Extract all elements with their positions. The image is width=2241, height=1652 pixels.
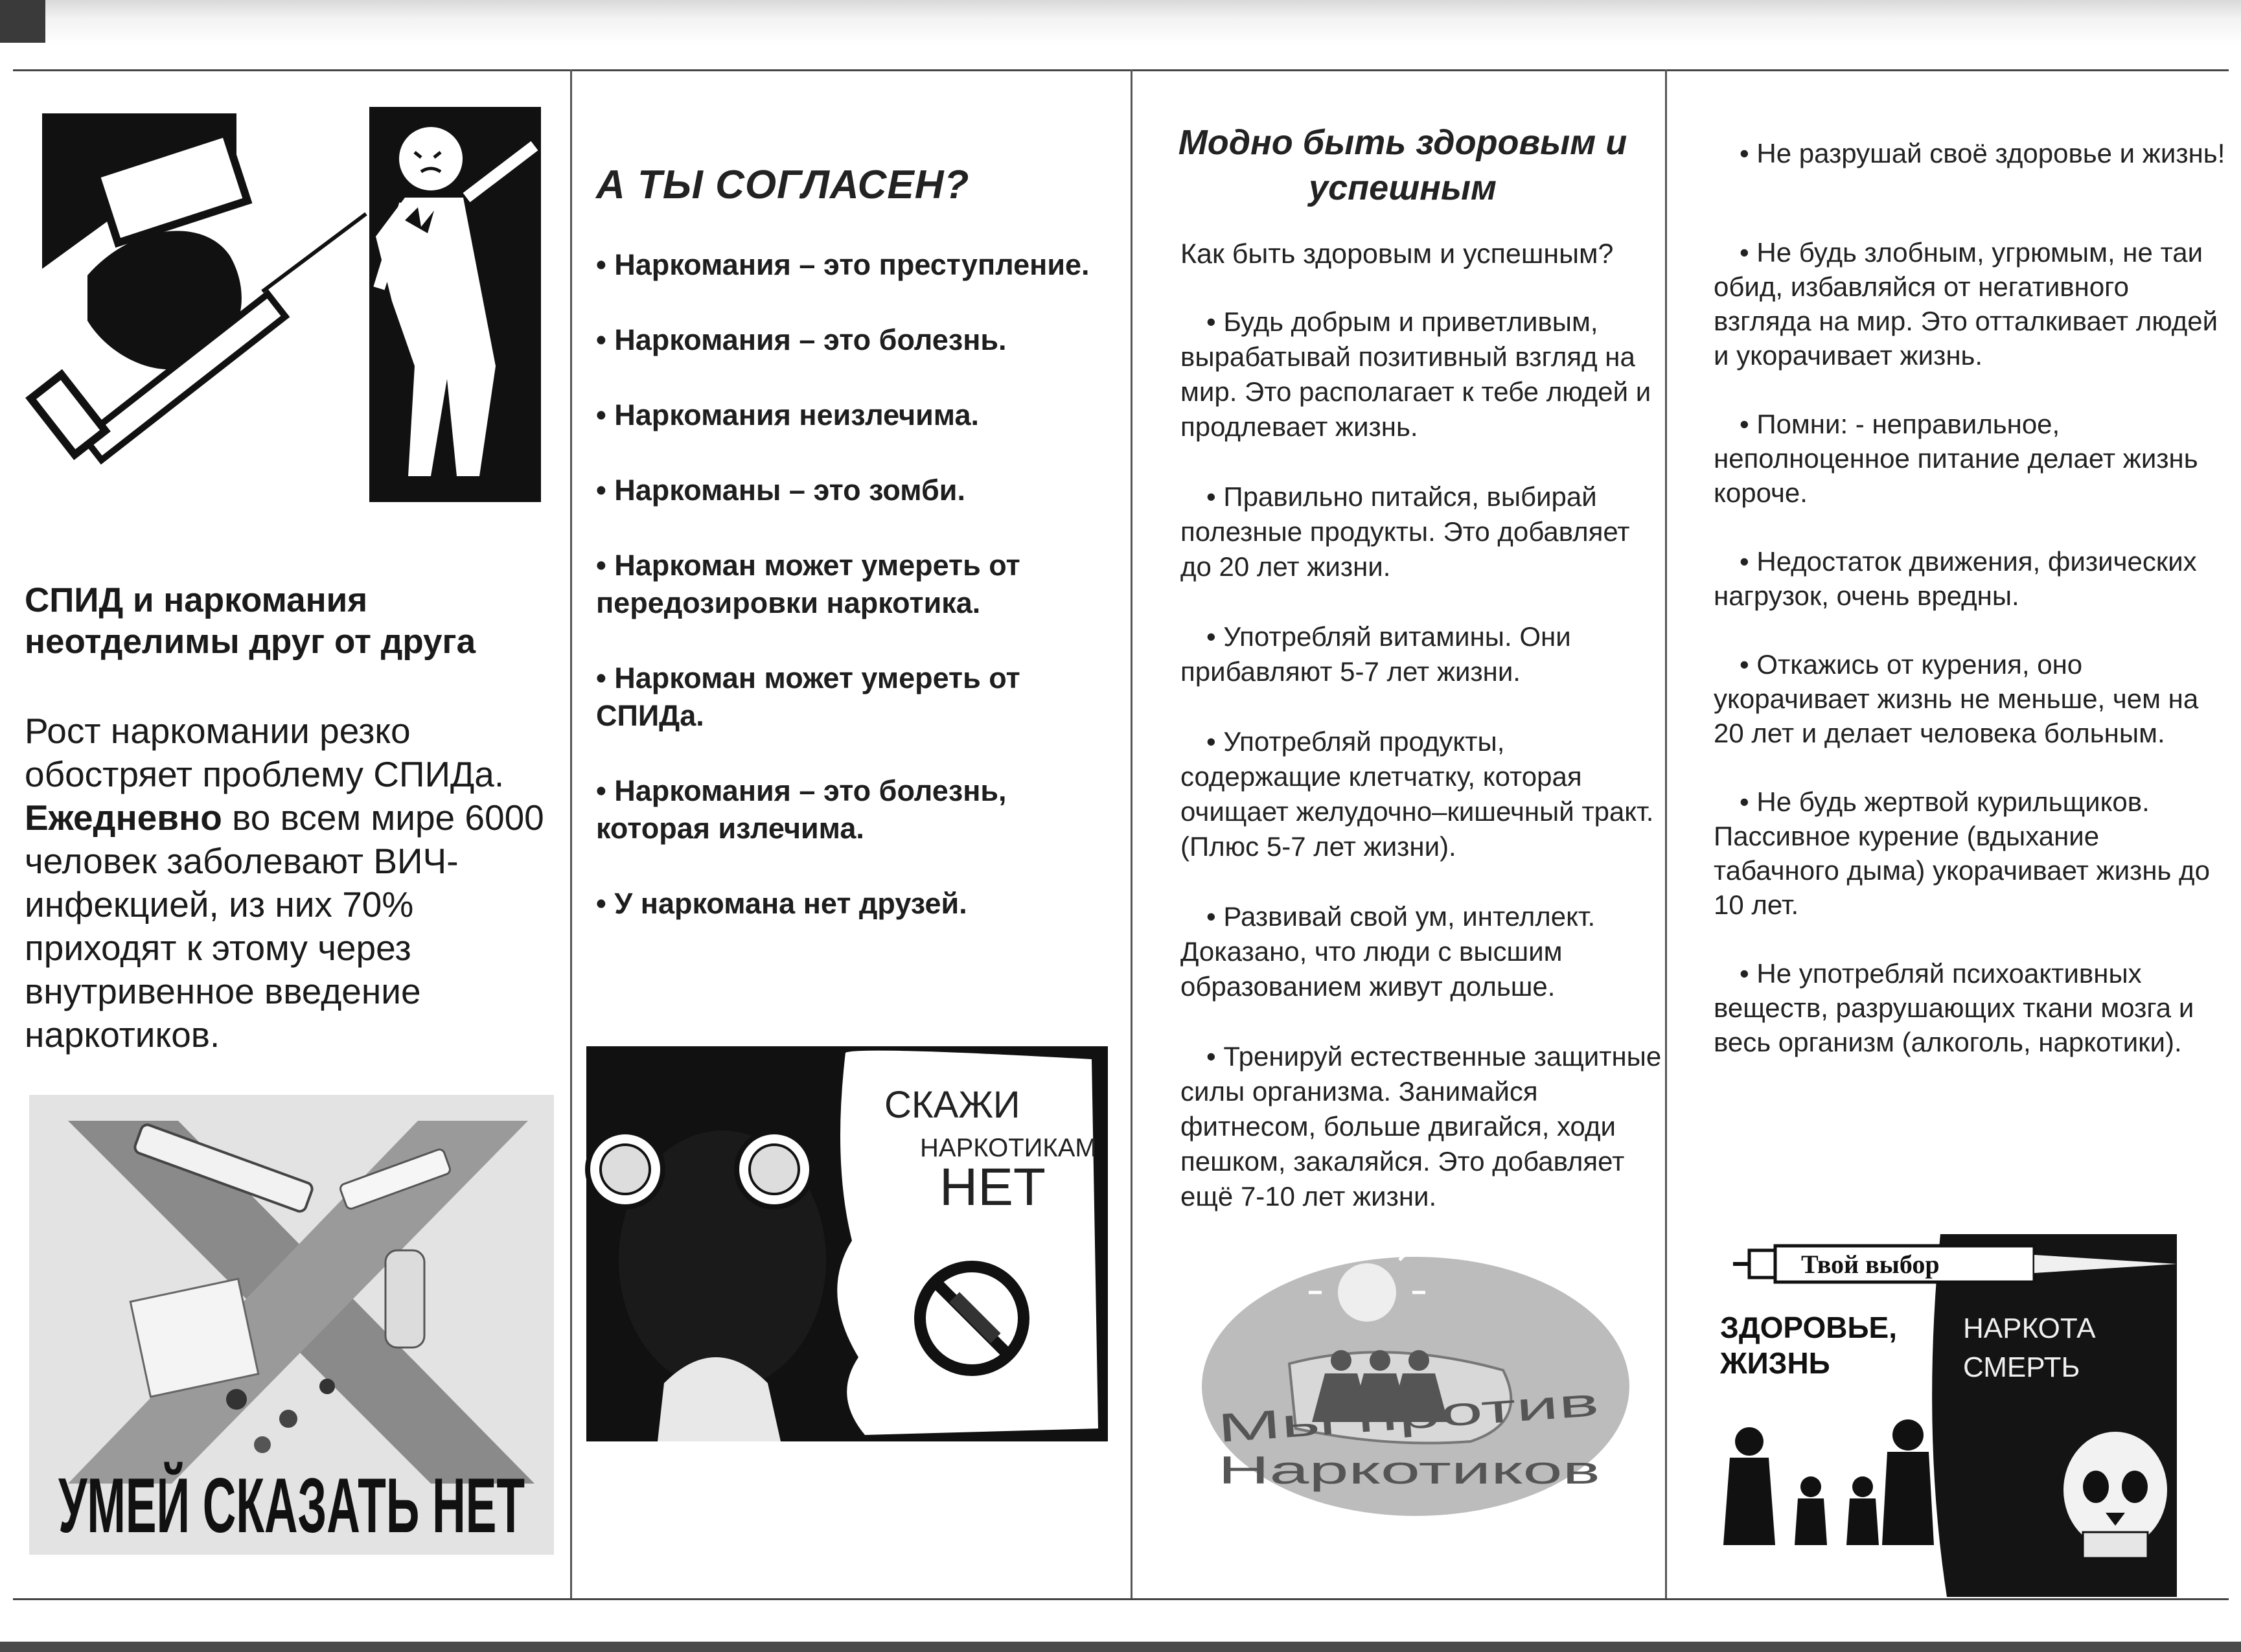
list-item: • Правильно питайся, выбирай полезные продукты. Это добавляет до 20 лет жизни.: [1180, 479, 1663, 584]
healthy-question: Как быть здоровым и успешным?: [1180, 238, 1614, 270]
your-choice-label: Твой выбор: [1801, 1250, 1940, 1279]
list-item: • Наркомания – это болезнь.: [596, 321, 1108, 359]
column-healthy-success: [1140, 75, 1665, 1590]
say-no-to-drugs-line1: СКАЖИ: [884, 1084, 1020, 1126]
syringe-illustration: [42, 107, 541, 502]
your-choice-right-line1: НАРКОТА: [1963, 1313, 2096, 1344]
aids-body-intro: Рост наркомании резко обостряет проблему СПИДа.: [25, 711, 505, 794]
list-item: • Наркомания – это болезнь, которая излечима.: [596, 772, 1108, 847]
column-divider-2: [1131, 69, 1132, 1598]
scan-edge-bottom: [0, 1642, 2241, 1652]
list-item: • Не разрушай своё здоровье и жизнь!: [1714, 136, 2225, 170]
list-item: • Тренируй естественные защитные силы организма. Занимайся фитнесом, больше двигайся, ходи пешком, закаляйся. Это добавляет ещё 7-10 лет жизни.: [1180, 1039, 1663, 1214]
list-item: • Недостаток движения, физических нагрузок, очень вредны.: [1714, 544, 2225, 613]
agree-heading: А ТЫ СОГЛАСЕН?: [596, 163, 970, 207]
column-warnings: [1684, 75, 2225, 1590]
column-divider-1: [570, 69, 572, 1598]
column-do-you-agree: [583, 75, 1121, 1590]
your-choice-poster: [1714, 1234, 2177, 1597]
say-no-poster-text: УМЕЙ СКАЗАТЬ НЕТ: [58, 1462, 842, 1549]
scan-corner-mark: [0, 0, 45, 43]
against-drugs-line1: Мы против: [1215, 1392, 1420, 1451]
warning-tips: [1714, 136, 2225, 1094]
aids-body-rest: во всем мире 6000 человек заболевают ВИЧ-инфекцией, из них 70% приходят к этому через внутривенное введение наркотиков.: [25, 797, 544, 1055]
say-no-to-drugs-line3: НЕТ: [939, 1158, 1046, 1217]
bottom-rule: [13, 1598, 2229, 1600]
aids-body: [25, 709, 569, 1057]
list-item: • Не будь злобным, угрюмым, не таи обид, избавляйся от негативного взгляда на мир. Это отталкивает людей и укорачивает жизнь.: [1714, 235, 2225, 373]
your-choice-left-line1: ЗДОРОВЬЕ,: [1720, 1311, 1897, 1344]
list-item: • Наркоман может умереть от СПИДа.: [596, 660, 1108, 735]
list-item: • Наркоманы – это зомби.: [596, 472, 1108, 509]
column-divider-3: [1665, 69, 1667, 1598]
list-item: • Наркоман может умереть от передозировки наркотика.: [596, 547, 1108, 622]
list-item: • Употребляй продукты, содержащие клетчатку, которая очищает желудочно–кишечный тракт. (Плюс 5-7 лет жизни).: [1180, 724, 1663, 864]
scan-edge-top: [0, 0, 2241, 45]
your-choice-right-line2: СМЕРТЬ: [1963, 1351, 2080, 1383]
healthy-tips: [1180, 304, 1663, 1249]
aids-heading: СПИД и наркомания неотделимы друг от друга: [25, 581, 476, 661]
agree-statements: [596, 246, 1108, 960]
list-item: • Наркомания неизлечима.: [596, 396, 1108, 434]
list-item: • Употребляй витамины. Они прибавляют 5-7 лет жизни.: [1180, 619, 1663, 689]
against-drugs-line2: Наркотиков: [1218, 1449, 1600, 1492]
say-no-poster: [29, 1095, 842, 1555]
top-rule: [13, 69, 2229, 71]
aids-body-emphasis: Ежедневно: [25, 797, 222, 838]
your-choice-left-line2: ЖИЗНЬ: [1720, 1346, 1830, 1380]
against-drugs-emblem: [1192, 1234, 1639, 1519]
list-item: • Не употребляй психоактивных веществ, разрушающих ткани мозга и весь организм (алкоголь, наркотики).: [1714, 956, 2225, 1059]
list-item: • Откажись от курения, оно укорачивает жизнь не меньше, чем на 20 лет и делает человека больным.: [1714, 647, 2225, 750]
list-item: • Не будь жертвой курильщиков. Пассивное курение (вдыхание табачного дыма) укорачивает жизнь до 10 лет.: [1714, 785, 2225, 922]
list-item: • Помни: - неправильное, неполноценное питание делает жизнь короче.: [1714, 407, 2225, 510]
list-item: • Развивай свой ум, интеллект. Доказано, что люди с высшим образованием живут дольше.: [1180, 899, 1663, 1004]
list-item: • Будь добрым и приветливым, вырабатывай позитивный взгляд на мир. Это располагает к тебе людей и продлевает жизнь.: [1180, 304, 1663, 444]
say-no-to-drugs-poster: [586, 1046, 1108, 1441]
list-item: • Наркомания – это преступление.: [596, 246, 1108, 284]
say-no-to-drugs-line2: НАРКОТИКАМ: [920, 1134, 1097, 1162]
list-item: • У наркомана нет друзей.: [596, 885, 1108, 923]
healthy-heading: Модно быть здоровым и успешным: [1178, 123, 1627, 207]
